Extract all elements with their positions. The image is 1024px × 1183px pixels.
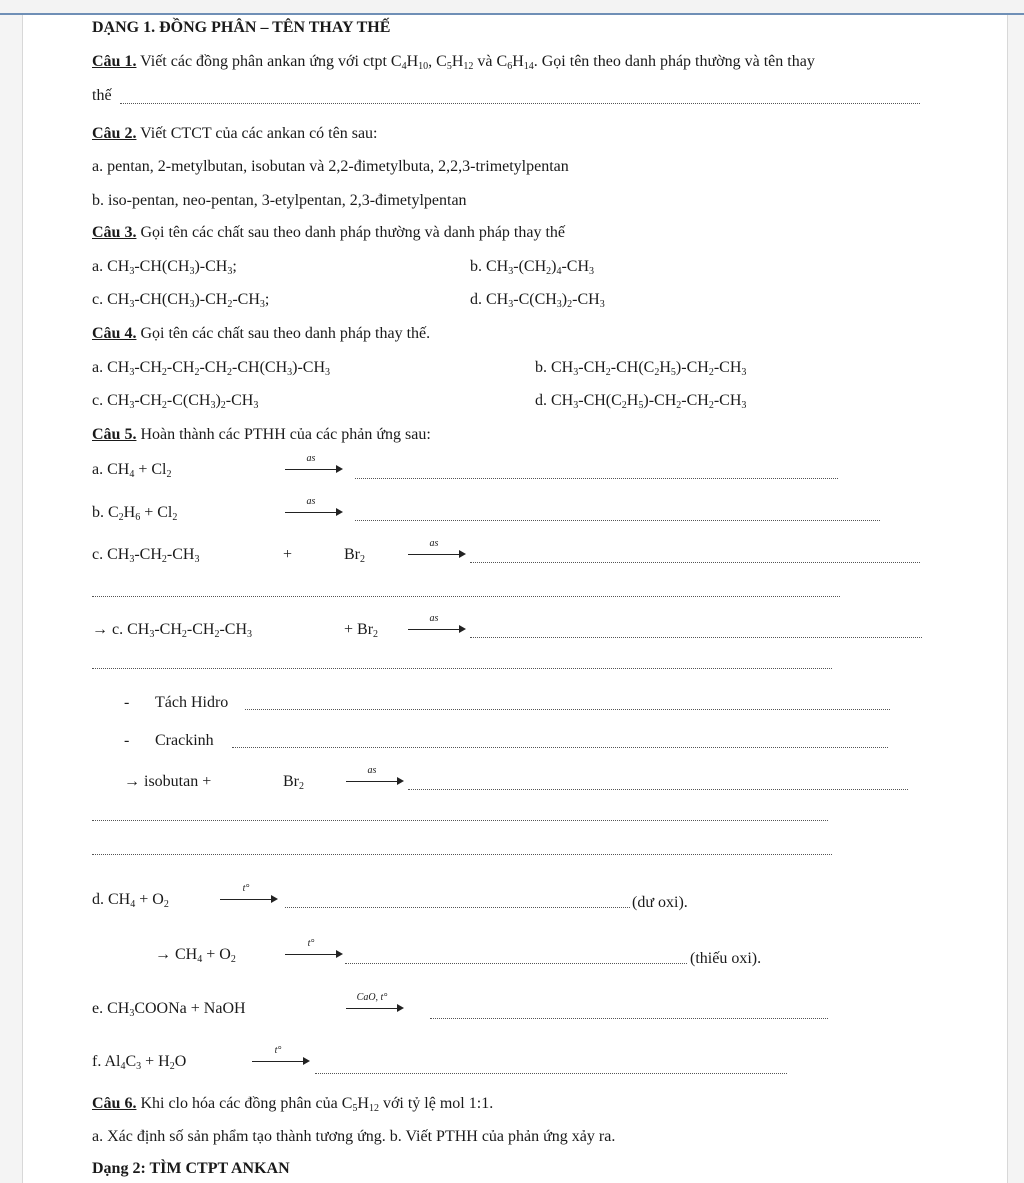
answer-line [92,854,832,855]
q6-ab: a. Xác định số sản phẩm tạo thành tương ứng. b. Viết PTHH của phản ứng xảy ra. [92,1128,616,1145]
reaction-arrow [285,938,343,963]
q2-b: b. iso-pentan, neo-pentan, 3-etylpentan, 2,3-đimetylpentan [92,192,467,209]
answer-line [92,820,828,821]
answer-line [315,1073,787,1074]
q5-text: Hoàn thành các PTHH của các phản ứng sau: [136,426,431,443]
q2-label: Câu 2. [92,125,137,142]
reaction-arrow [408,538,466,563]
q5-c2-plus: + $Br_2$ [344,621,379,640]
bullet: - [124,732,130,749]
arrow-condition: as [429,538,439,549]
q5-c-br: $Br_2$ [344,546,365,565]
section-footer: Dạng 2: TÌM CTPT ANKAN [92,1160,290,1177]
arrow-condition: as [306,453,316,464]
reaction-arrow [285,453,343,478]
arrow-condition: CaO, t° [356,992,388,1003]
q1-text: Viết các đồng phân ankan ứng với ctpt $C_4H_{10}$, $C_5H_{12}$ và $C_6H_{14}$. Gọi tên theo danh pháp thường và tên thay [136,53,815,72]
q3-a: a. $CH_3-CH(CH_3)-CH_3$; [92,258,237,277]
q2-line [92,124,377,144]
q2-text: Viết CTCT của các ankan có tên sau: [136,125,378,142]
q3-text: Gọi tên các chất sau theo danh pháp thường và danh pháp thay thế [136,224,566,241]
q1-line [92,52,815,72]
q4-a: a. $CH_3-CH_2-CH_2-CH_2-CH(CH_3)-CH_3$ [92,359,331,378]
q5-e-lhs: e. $CH_3COONa$ + NaOH [92,1000,246,1019]
section-title: DẠNG 1. ĐỒNG PHÂN – TÊN THAY THẾ [92,19,391,36]
q5-d-lhs: d. $CH_4 + O_2$ [92,891,169,910]
answer-line [408,789,908,790]
reaction-arrow [346,992,404,1017]
answer-line [245,709,890,710]
q4-line [92,324,430,344]
arrow-condition: as [429,613,439,624]
q5-tach: Tách Hidro [155,694,229,711]
q5-c-lhs: c. $CH_3-CH_2-CH_3$ [92,546,200,565]
arrow-condition: t° [274,1045,282,1056]
q5-line [92,425,431,445]
answer-line [92,596,840,597]
q3-line [92,223,565,243]
answer-line [285,907,630,908]
q6-line [92,1094,493,1114]
q5-f-lhs: f. $Al_4C_3 + H_2O$ [92,1053,187,1072]
answer-line [345,963,687,964]
q4-d: d. $CH_3-CH(C_2H_5)-CH_2-CH_2-CH_3$ [535,392,747,411]
arrow-condition: t° [242,883,250,894]
arrow-condition: t° [307,938,315,949]
q5-label: Câu 5. [92,426,137,443]
answer-line [120,103,920,104]
q5-d2-note: (thiếu oxi). [690,950,762,967]
q1-label: Câu 1. [92,53,137,70]
reaction-arrow [346,765,404,790]
arrow-condition: as [306,496,316,507]
q1-cont: thế [92,87,112,104]
answer-line [355,520,880,521]
q3-d: d. $CH_3-C(CH_3)_2-CH_3$ [470,291,605,310]
q3-c: c. $CH_3-CH(CH_3)-CH_2-CH_3$; [92,291,270,310]
answer-line [355,478,838,479]
reaction-arrow [252,1045,310,1070]
bullet: - [124,694,130,711]
q5-iso-br: $Br_2$ [283,773,304,792]
q6-label: Câu 6. [92,1095,137,1112]
answer-line [92,668,832,669]
q4-text: Gọi tên các chất sau theo danh pháp thay thế. [136,325,431,342]
q5-a-lhs: a. $CH_4 + Cl_2$ [92,461,172,480]
q5-iso-lhs: → isobutan + [124,773,212,790]
reaction-arrow [408,613,466,638]
q4-c: c. $CH_3-CH_2-C(CH_3)_2-CH_3$ [92,392,259,411]
q5-c2-lhs: → c. $CH_3-CH_2-CH_2-CH_3$ [92,621,253,640]
q4-label: Câu 4. [92,325,137,342]
answer-line [232,747,888,748]
q5-d2-lhs: → $CH_4 + O_2$ [155,946,236,965]
q4-b: b. $CH_3-CH_2-CH(C_2H_5)-CH_2-CH_3$ [535,359,747,378]
q5-crack: Crackinh [155,732,214,749]
q3-label: Câu 3. [92,224,137,241]
q5-b-lhs: b. $C_2H_6 + Cl_2$ [92,504,178,523]
answer-line [470,637,922,638]
answer-line [470,562,920,563]
reaction-arrow [220,883,278,908]
answer-line [430,1018,828,1019]
q6-text: Khi clo hóa các đồng phân của $C_5H_{12}$ với tỷ lệ mol 1:1. [136,1095,494,1114]
q3-b: b. $CH_3-(CH_2)_4-CH_3$ [470,258,595,277]
arrow-condition: as [367,765,377,776]
q2-a: a. pentan, 2-metylbutan, isobutan và 2,2-đimetylbuta, 2,2,3-trimetylpentan [92,158,569,175]
reaction-arrow [285,496,343,521]
q5-c-plus: + [283,546,293,563]
q5-d-note: (dư oxi). [632,894,688,911]
